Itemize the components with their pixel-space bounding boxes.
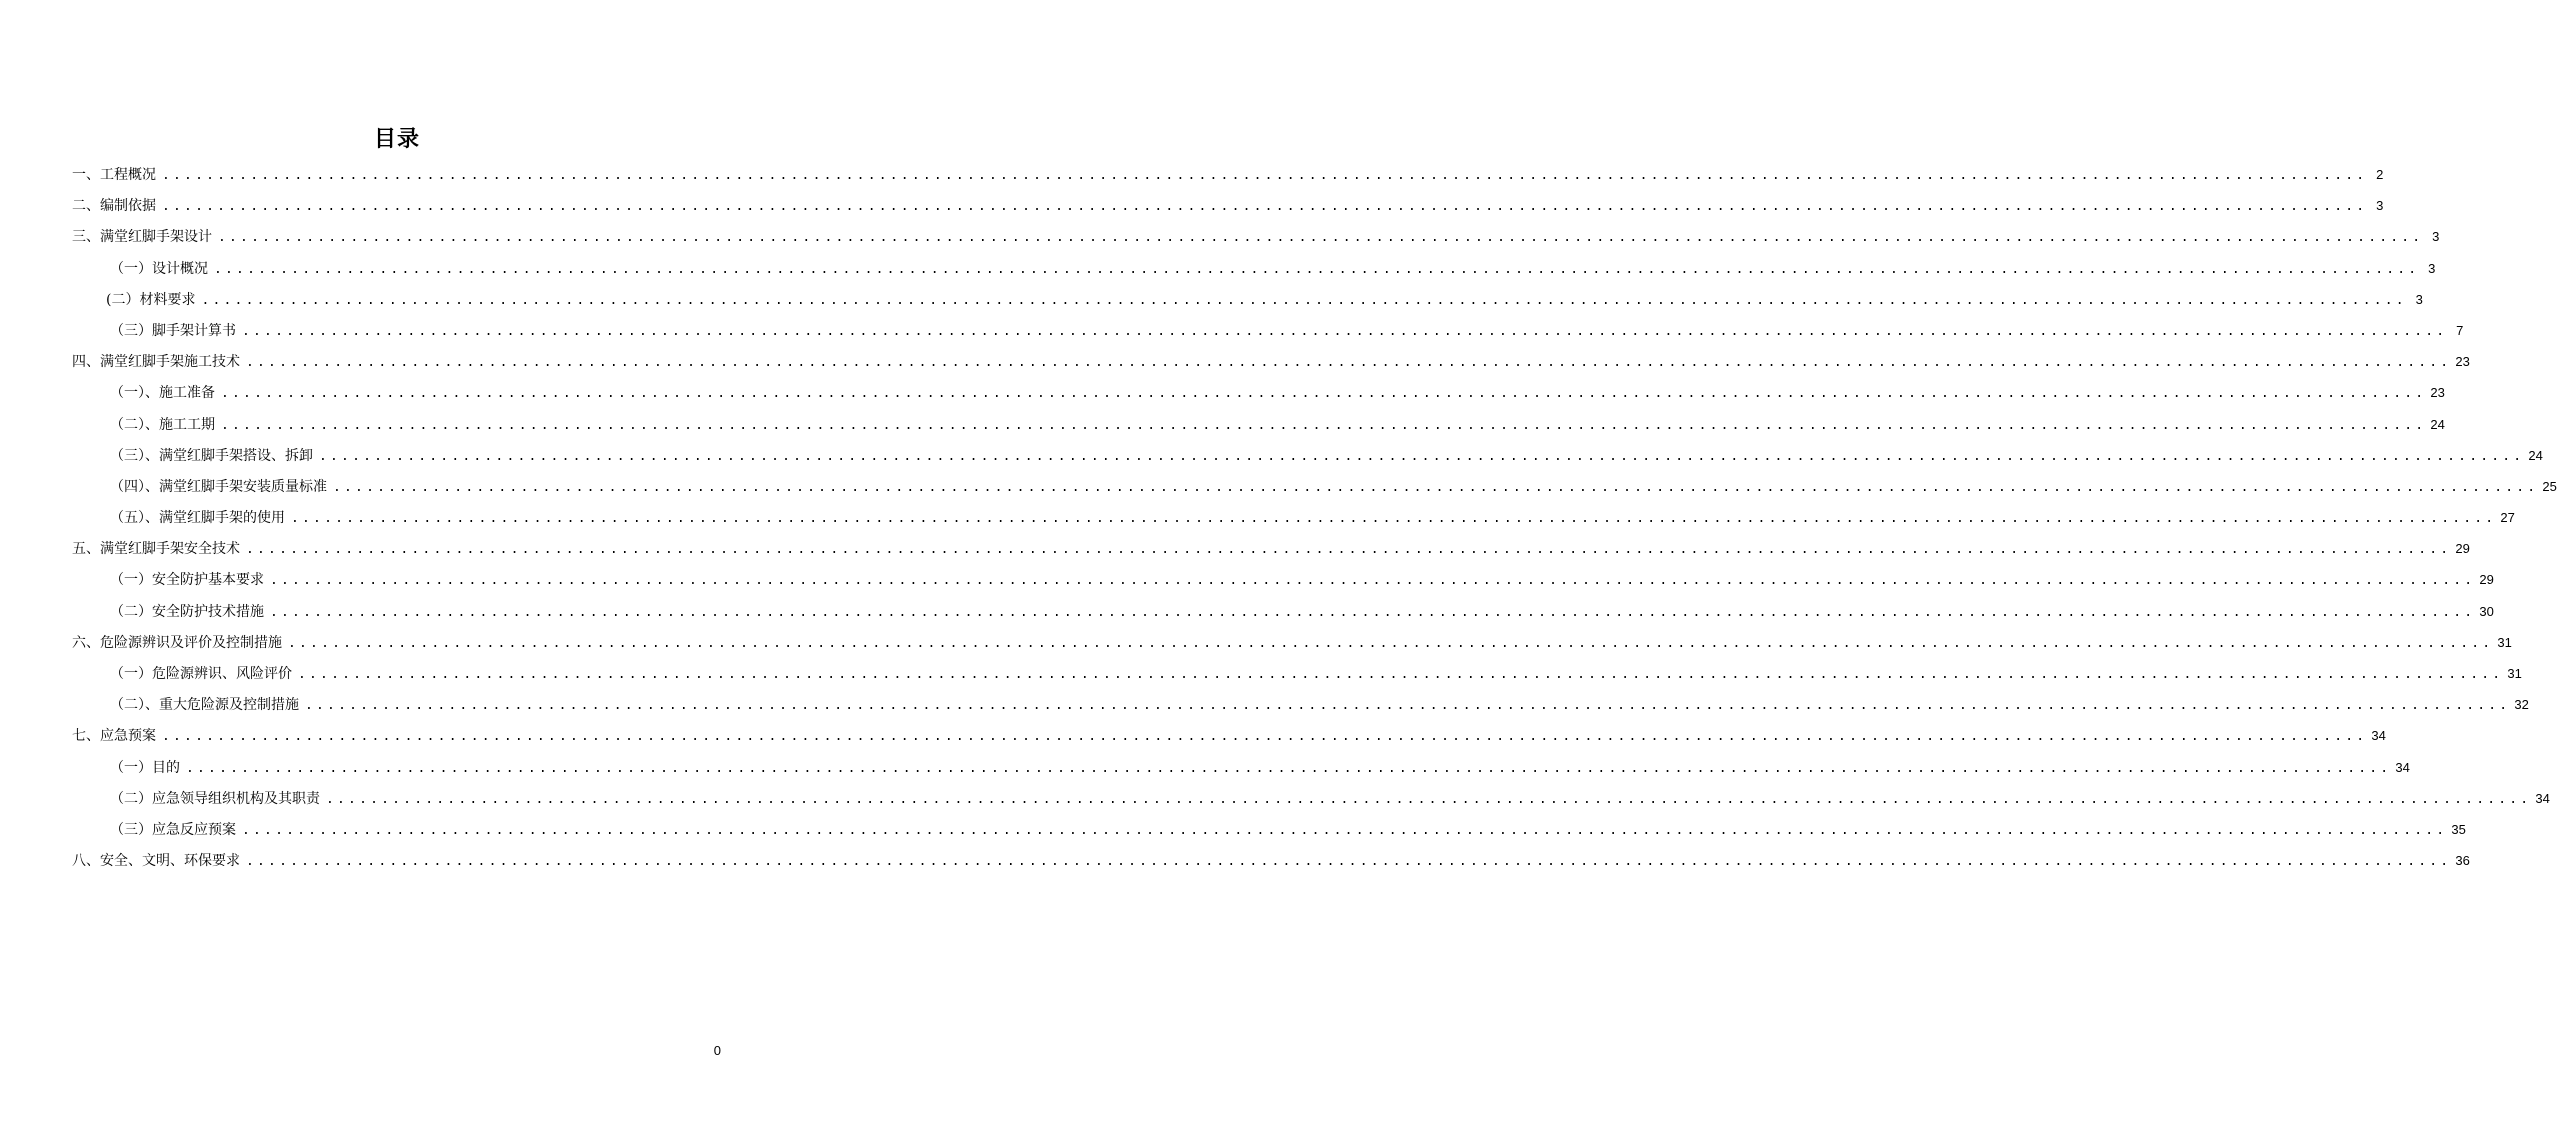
toc-entry-page: 23 — [2455, 354, 2470, 370]
toc-entry-page: 23 — [2430, 385, 2445, 401]
toc-entry-text: （二）应急领导组织机构及其职责 — [110, 790, 320, 807]
toc-leader-dots: ........................................................................................................................................................................................................ — [246, 854, 2452, 870]
toc-entry[interactable] — [72, 724, 2386, 755]
toc-leader-dots: ........................................................................................................................................................................................................ — [270, 573, 2476, 589]
toc-leader-dots: ........................................................................................................................................................................................................ — [270, 604, 2476, 620]
toc-entry-page: 2 — [2376, 167, 2384, 182]
toc-entry-text: （二）、重大危险源及控制措施 — [110, 697, 299, 714]
toc-leader-dots: ........................................................................................................................................................................................................ — [221, 386, 2427, 402]
toc-entry-page: 35 — [2451, 821, 2466, 837]
toc-entry[interactable] — [72, 194, 2384, 225]
toc-entry-page: 3 — [2428, 260, 2436, 276]
toc-entry-text: （三）脚手架计算书 — [110, 322, 236, 339]
toc-leader-dots: ........................................................................................................................................................................................................ — [242, 822, 2448, 838]
toc-entry[interactable] — [72, 381, 2445, 412]
toc-entry-page: 3 — [2432, 229, 2440, 245]
toc-list — [72, 163, 2557, 880]
toc-entry[interactable] — [72, 787, 2550, 818]
toc-leader-dots: ........................................................................................................................................................................................................ — [218, 230, 2424, 246]
toc-entry-text: （一）目的 — [110, 759, 180, 776]
toc-entry[interactable] — [72, 225, 2440, 256]
toc-entry-text: 二、编制依据 — [72, 198, 156, 215]
toc-entry[interactable] — [72, 444, 2543, 475]
toc-entry-page: 34 — [2535, 790, 2550, 806]
toc-leader-dots: ........................................................................................................................................................................................................ — [186, 760, 2392, 776]
toc-entry-text: 四、满堂红脚手架施工技术 — [72, 354, 240, 371]
toc-entry[interactable] — [72, 537, 2470, 568]
toc-entry-page: 34 — [2371, 728, 2386, 744]
toc-leader-dots: ........................................................................................................................................................................................................ — [291, 511, 2497, 527]
toc-leader-dots: ........................................................................................................................................................................................................ — [201, 292, 2407, 308]
toc-entry-page: 31 — [2507, 666, 2522, 681]
toc-leader-dots: ........................................................................................................................................................................................................ — [242, 323, 2448, 339]
toc-leader-dots: ........................................................................................................................................................................................................ — [162, 199, 2368, 215]
toc-leader-dots: ........................................................................................................................................................................................................ — [246, 355, 2452, 371]
toc-entry[interactable] — [72, 350, 2470, 381]
toc-title: 目录 — [373, 126, 420, 152]
toc-entry-page: 27 — [2500, 510, 2515, 526]
toc-entry-page: 24 — [2528, 447, 2543, 463]
toc-entry-text: 三、满堂红脚手架设计 — [72, 229, 212, 246]
toc-entry-page: 29 — [2479, 572, 2494, 588]
toc-entry[interactable] — [72, 849, 2470, 880]
toc-entry[interactable] — [72, 319, 2464, 350]
toc-entry-text: 一、工程概况 — [72, 167, 156, 183]
toc-entry-text: 五、满堂红脚手架安全技术 — [72, 541, 240, 558]
toc-entry-page: 29 — [2455, 541, 2470, 557]
toc-entry[interactable] — [72, 756, 2410, 787]
toc-entry-text: （三）应急反应预案 — [110, 821, 236, 838]
toc-entry[interactable] — [72, 662, 2522, 693]
toc-entry[interactable] — [72, 568, 2494, 599]
toc-entry[interactable] — [72, 257, 2436, 288]
toc-entry-page: 3 — [2415, 291, 2423, 307]
toc-entry-text: （一）设计概况 — [110, 260, 208, 277]
page-number: 0 — [713, 1043, 721, 1058]
toc-entry[interactable] — [72, 288, 2423, 319]
toc-leader-dots: ........................................................................................................................................................................................................ — [305, 698, 2511, 714]
toc-entry-text: （一）危险源辨识、风险评价 — [110, 666, 292, 682]
toc-leader-dots: ........................................................................................................................................................................................................ — [326, 791, 2532, 807]
toc-entry-text: （五）、满堂红脚手架的使用 — [110, 510, 285, 527]
toc-entry[interactable] — [72, 818, 2466, 849]
toc-entry[interactable] — [72, 693, 2529, 724]
toc-entry[interactable] — [72, 475, 2557, 506]
toc-entry-text: （二）、施工工期 — [110, 416, 215, 433]
toc-entry-text: 六、危险源辨识及评价及控制措施 — [72, 634, 282, 651]
toc-entry-page: 7 — [2456, 322, 2464, 338]
toc-entry-page: 31 — [2497, 634, 2512, 650]
toc-entry-text: (二）材料要求 — [106, 291, 196, 308]
toc-entry-text: 八、安全、文明、环保要求 — [72, 853, 240, 870]
toc-entry-page: 24 — [2430, 416, 2445, 432]
toc-entry-text: （一）安全防护基本要求 — [110, 572, 264, 589]
toc-entry-page: 25 — [2542, 478, 2557, 494]
toc-leader-dots: ........................................................................................................................................................................................................ — [333, 479, 2539, 495]
toc-leader-dots: ........................................................................................................................................................................................................ — [214, 261, 2420, 277]
toc-entry-text: 七、应急预案 — [72, 728, 156, 745]
toc-leader-dots: ........................................................................................................................................................................................................ — [162, 168, 2368, 183]
toc-entry[interactable] — [72, 631, 2512, 662]
toc-leader-dots: ........................................................................................................................................................................................................ — [319, 448, 2525, 464]
toc-entry-page: 30 — [2479, 603, 2494, 619]
toc-entry-text: （二）安全防护技术措施 — [110, 603, 264, 620]
toc-entry-page: 36 — [2455, 853, 2470, 869]
toc-entry[interactable] — [72, 163, 2384, 194]
toc-entry[interactable] — [72, 600, 2494, 631]
toc-leader-dots: ........................................................................................................................................................................................................ — [288, 635, 2494, 651]
toc-entry-text: （三）、满堂红脚手架搭设、拆卸 — [110, 447, 313, 464]
toc-entry[interactable] — [72, 506, 2515, 537]
toc-leader-dots: ........................................................................................................................................................................................................ — [221, 417, 2427, 433]
toc-leader-dots: ........................................................................................................................................................................................................ — [162, 729, 2368, 745]
toc-leader-dots: ........................................................................................................................................................................................................ — [298, 667, 2504, 682]
toc-entry-text: （四）、满堂红脚手架安装质量标准 — [110, 478, 327, 495]
toc-entry[interactable] — [72, 413, 2445, 444]
toc-entry-page: 34 — [2395, 759, 2410, 775]
toc-leader-dots: ........................................................................................................................................................................................................ — [246, 542, 2452, 558]
toc-entry-page: 32 — [2514, 697, 2529, 713]
toc-entry-text: （一）、施工准备 — [110, 385, 215, 402]
toc-entry-page: 3 — [2376, 198, 2384, 214]
